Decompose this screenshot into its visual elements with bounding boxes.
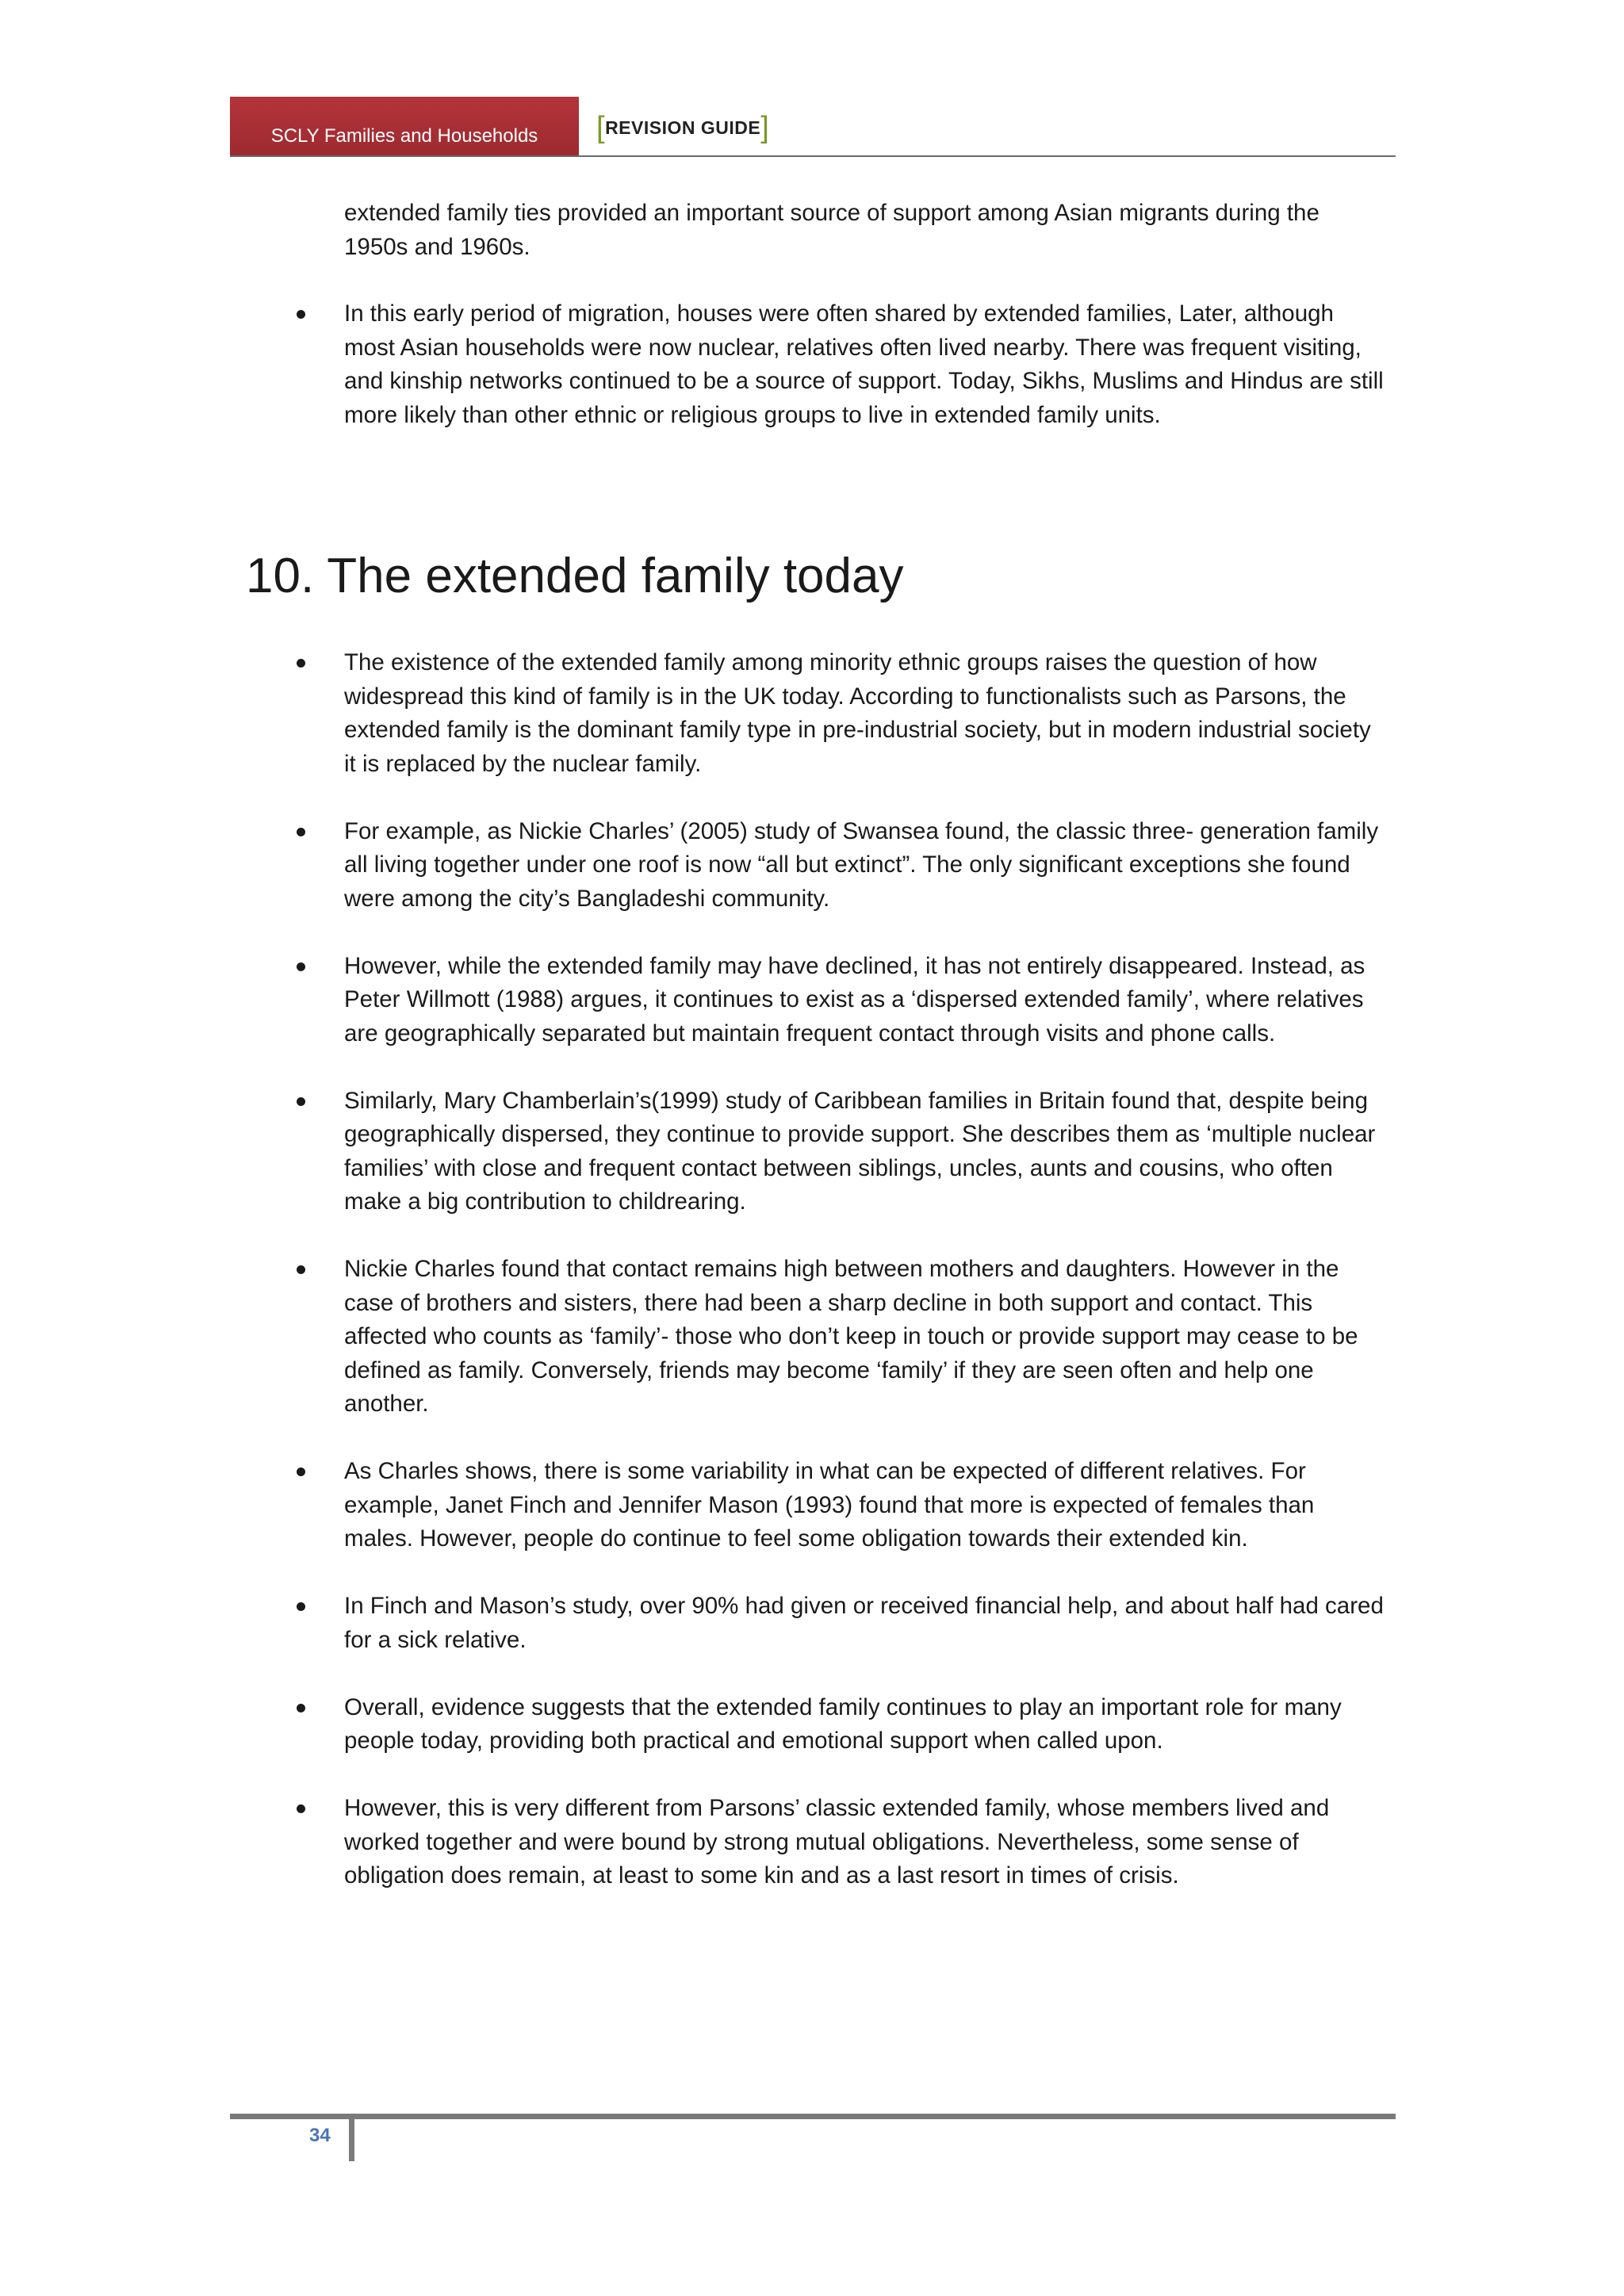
page-number: 34 bbox=[309, 2125, 331, 2146]
bullet-text: As Charles shows, there is some variability in what can be expected of different relatives. For example, Janet Finch and Jennifer Mason (1993) found that more is expected of females than males. However, people do continue to feel some obligation towards their extended kin. bbox=[344, 1458, 1315, 1552]
bullet-dot-icon bbox=[297, 1704, 305, 1712]
bullet-dot-icon bbox=[297, 1097, 305, 1106]
bullet-item bbox=[246, 297, 1388, 432]
bullet-text: Overall, evidence suggests that the extended family continues to play an important role for many people today, providing both practical and emotional support when called upon. bbox=[344, 1693, 1342, 1754]
bullet-item bbox=[246, 1691, 1388, 1758]
page-header bbox=[230, 97, 1396, 157]
bullet-text: However, this is very different from Parsons’ classic extended family, whose members lived and worked together and were bound by strong mutual obligations. Nevertheless, some sense of obligation does remain, at least to some kin and as a last resort in times of crisis. bbox=[344, 1795, 1330, 1888]
bullet-item bbox=[246, 1253, 1388, 1422]
bullet-dot-icon bbox=[297, 1265, 305, 1274]
bullet-dot-icon bbox=[297, 659, 305, 668]
bullet-item bbox=[246, 1590, 1388, 1657]
bullet-item bbox=[246, 1455, 1388, 1556]
bullet-text: In Finch and Mason’s study, over 90% had given or received financial help, and about half had cared for a sick relative. bbox=[344, 1593, 1384, 1653]
bullet-dot-icon bbox=[297, 1602, 305, 1611]
bullet-item bbox=[246, 950, 1388, 1051]
header-bracket-close: ] bbox=[760, 111, 770, 144]
bullet-text: Nickie Charles found that contact remains high between mothers and daughters. However in the case of brothers and sisters, there had been a sharp decline in both support and contact. This affected who counts as ‘family’- those who don’t keep in touch or provide support may cease to be defined as family. Conversely, friends may become ‘family’ if they are seen often and help one another. bbox=[344, 1256, 1358, 1417]
page-content bbox=[246, 197, 1388, 1927]
bullet-dot-icon bbox=[297, 310, 305, 319]
bullet-dot-icon bbox=[297, 962, 305, 971]
bullet-text: For example, as Nickie Charles’ (2005) study of Swansea found, the classic three- generation family all living together under one roof is now “all but extinct”. The only significant exceptions she found were among the city’s Bangladeshi community. bbox=[344, 817, 1379, 912]
bullet-text: In this early period of migration, houses were often shared by extended families, Later, although most Asian households were now nuclear, relatives often lived nearby. There was frequent visiting, and kinship networks continued to be a source of support. Today, Sikhs, Muslims and Hindus are still more likely than other ethnic or religious groups to live in extended family units. bbox=[344, 300, 1384, 428]
header-guide-label bbox=[596, 111, 769, 145]
bullet-dot-icon bbox=[297, 1804, 305, 1813]
bullet-item bbox=[246, 1792, 1388, 1893]
bullet-item bbox=[246, 646, 1388, 781]
section-bullet-list bbox=[246, 646, 1388, 1893]
header-guide-text: REVISION GUIDE bbox=[605, 117, 761, 138]
header-section-label: SCLY Families and Households bbox=[270, 125, 538, 147]
intro-bullet-list bbox=[246, 297, 1388, 432]
section-heading: 10. The extended family today bbox=[246, 549, 904, 603]
bullet-item bbox=[246, 815, 1388, 916]
footer-rule bbox=[230, 2114, 1396, 2119]
header-rule bbox=[230, 155, 1396, 157]
bullet-text: However, while the extended family may have declined, it has not entirely disappeared. Instead, as Peter Willmott (1988) argues, it continues to exist as a ‘dispersed extended family’, where relatives are geographically separated but maintain frequent contact through visits and phone calls. bbox=[344, 952, 1365, 1047]
bullet-dot-icon bbox=[297, 1468, 305, 1476]
bullet-item bbox=[246, 1085, 1388, 1219]
bullet-text: The existence of the extended family among minority ethnic groups raises the question of how widespread this kind of family is in the UK today. According to functionalists such as Parsons, the extended family is the dominant family type in pre-industrial society, but in modern industrial society it is replaced by the nuclear family. bbox=[344, 649, 1371, 777]
bullet-dot-icon bbox=[297, 828, 305, 836]
footer-divider bbox=[349, 2114, 354, 2161]
header-section-tab bbox=[230, 97, 579, 157]
header-bracket-open: [ bbox=[596, 111, 606, 144]
continued-paragraph: extended family ties provided an important source of support among Asian migrants during the 1950s and 1960s. bbox=[344, 200, 1320, 260]
bullet-text: Similarly, Mary Chamberlain’s(1999) study of Caribbean families in Britain found that, despite being geographically dispersed, they continue to provide support. She describes them as ‘multiple nuclear families’ with close and frequent contact between siblings, uncles, aunts and cousins, who often make a big contribution to childrearing. bbox=[344, 1087, 1376, 1215]
